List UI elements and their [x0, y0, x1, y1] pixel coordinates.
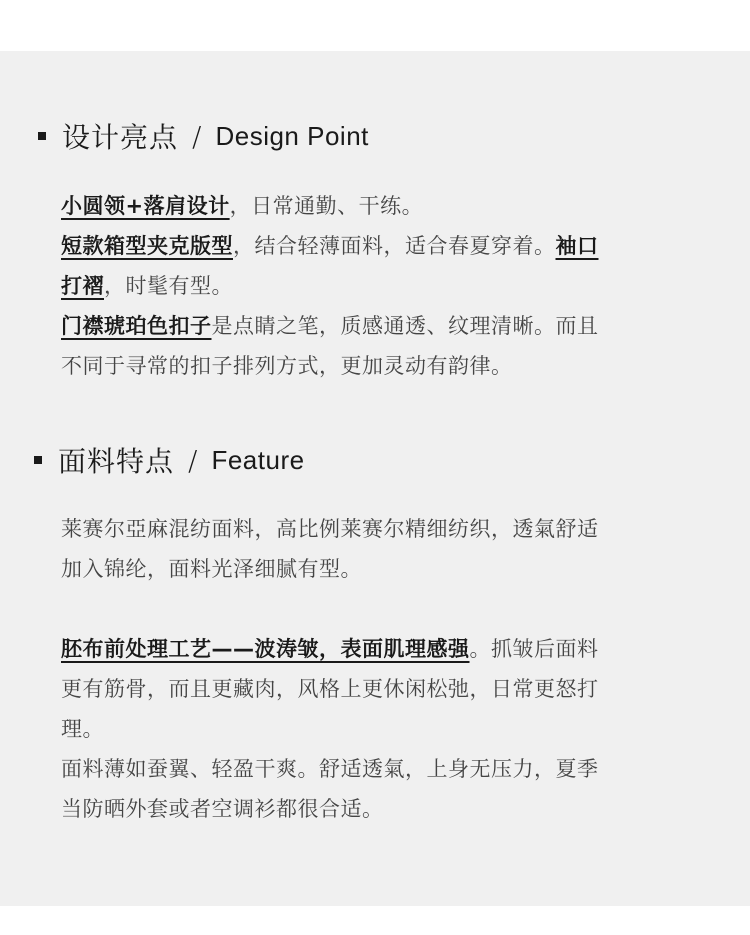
design-line-2 — [61, 226, 721, 266]
square-bullet-icon — [34, 456, 42, 464]
feature-line-3 — [61, 629, 721, 669]
feature-line-2: 加入锦纶，面料光泽细腻有型。 — [61, 557, 362, 581]
feature-line-4: 更有筋骨，而且更藏肉，风格上更休闲松弛，日常更怒打 — [61, 677, 599, 701]
body-text: ，结合轻薄面料，适合春夏穿着。 — [233, 234, 556, 258]
heading-cn: 面料特点 — [58, 445, 175, 478]
heading-slash: / — [192, 119, 202, 153]
heading-cn: 设计亮点 — [62, 121, 179, 154]
square-bullet-icon — [38, 132, 46, 140]
feature-line-1: 莱赛尔亞麻混纺面料，高比例莱赛尔精细纺织，透氣舒适 — [61, 517, 599, 541]
highlight-text: 袖口 — [555, 234, 599, 258]
feature-paragraph-2 — [61, 629, 721, 829]
feature-line-6: 面料薄如蚕翼、轻盈干爽。舒适透氣，上身无压力，夏季 — [61, 757, 599, 781]
heading-slash: / — [188, 443, 198, 477]
design-paragraph — [61, 186, 721, 386]
feature-line-7: 当防晒外套或者空调衫都很合适。 — [61, 797, 384, 821]
design-line-5: 不同于寻常的扣子排列方式，更加灵动有韵律。 — [61, 354, 513, 378]
body-text: 是点睛之笔，质感通透、纹理清晰。而且 — [211, 314, 599, 338]
heading-en: Feature — [211, 444, 305, 475]
feature-line-5: 理。 — [61, 717, 104, 741]
design-line-1 — [61, 186, 721, 226]
section-heading-design — [38, 116, 369, 156]
body-text: 。抓皱后面料 — [469, 637, 599, 661]
heading-en: Design Point — [215, 120, 369, 151]
design-line-4 — [61, 306, 721, 346]
highlight-text: 打褶 — [61, 274, 104, 298]
highlight-text: 胚布前处理工艺——波涛皱，表面肌理感强 — [61, 637, 470, 661]
design-line-3 — [61, 266, 721, 306]
highlight-text: 短款箱型夹克版型 — [61, 234, 233, 258]
highlight-text: 门襟琥珀色扣子 — [61, 314, 212, 338]
feature-paragraph-1 — [61, 509, 721, 589]
section-heading-feature — [34, 440, 305, 480]
body-text: ，日常通勤、干练。 — [229, 194, 424, 218]
highlight-text: 小圆领+落肩设计 — [61, 194, 230, 218]
body-text: ，时髦有型。 — [104, 274, 233, 298]
